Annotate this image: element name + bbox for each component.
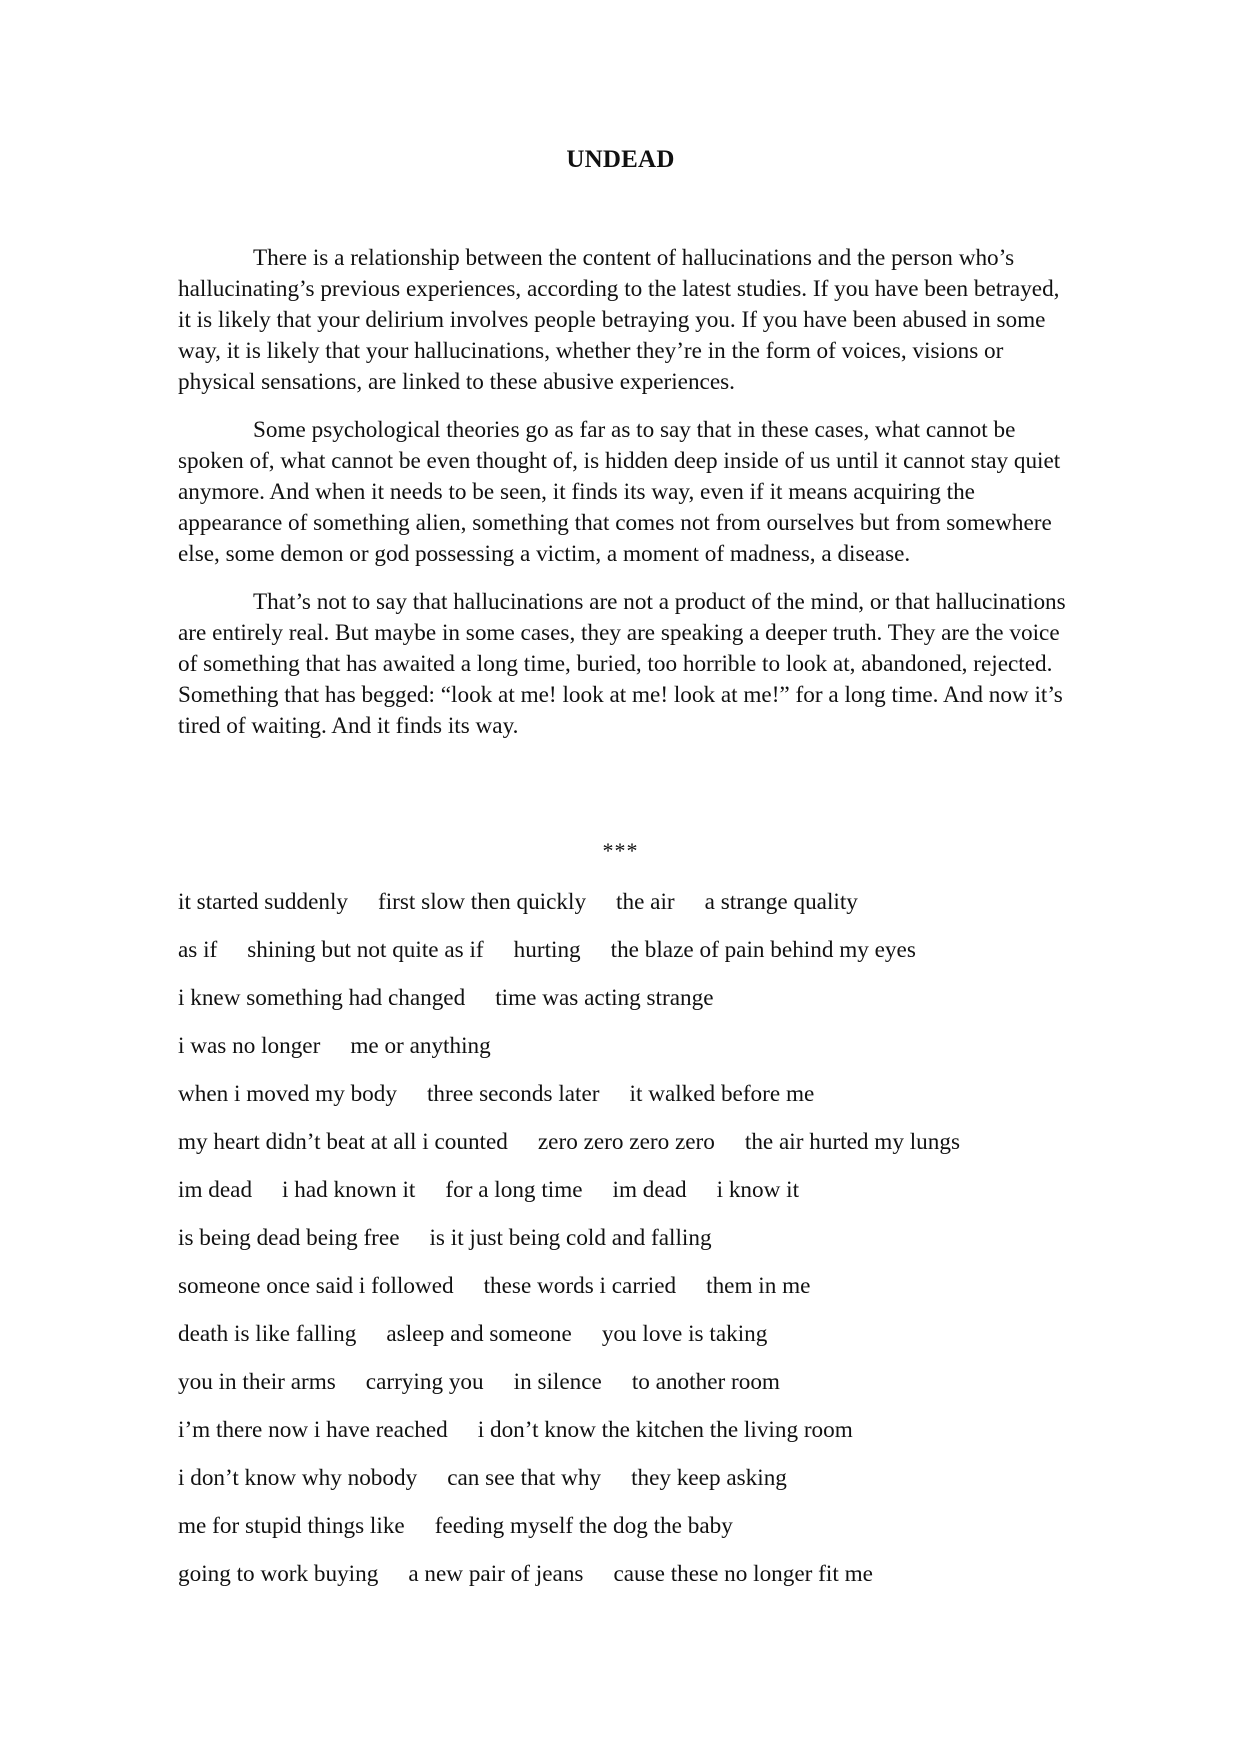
poem-fragment: carrying you [365,1369,484,1395]
poem-line [178,1270,1098,1318]
poem-fragment: the air hurted my lungs [744,1129,960,1155]
poem-line [178,934,1098,982]
poem-line [178,1126,1098,1174]
poem-fragment: me for stupid things like [178,1513,405,1539]
poem-fragment: death is like falling [178,1321,357,1347]
poem-fragment: i don’t know the kitchen the living room [477,1417,853,1443]
paragraph-3: That’s not to say that hallucinations are not a product of the mind, or that hallucinations are entirely real. But maybe in some cases, they are speaking a deeper truth. They are the voice of something that has awaited a long time, buried, too horrible to look at, abandoned, rejected. Something that has begged: “look at me! look at me! look at me!” for a long time. And now it’s tired of waiting. And it finds its way. [178,589,1066,739]
poem-fragment: my heart didn’t beat at all i counted [178,1129,508,1155]
poem-fragment: i knew something had changed [178,985,466,1011]
poem-line [178,1462,1098,1510]
poem-fragment: these words i carried [483,1273,677,1299]
page-title: UNDEAD [566,146,675,173]
poem-fragment: zero zero zero zero [537,1129,715,1155]
poem-line [178,1078,1098,1126]
poem-line [178,1222,1098,1270]
poem-line [178,1318,1098,1366]
poem-fragment: is it just being cold and falling [429,1225,712,1251]
poem-fragment: time was acting strange [495,985,714,1011]
poem-line [178,1030,1098,1078]
paragraph-1: There is a relationship between the content of hallucinations and the person who’s hallucinating’s previous experiences, according to the latest studies. If you have been betrayed, it is likely that your delirium involves people betraying you. If you have been abused in some way, it is likely that your hallucinations, whether they’re in the form of voices, visions or physical sensations, are linked to these abusive experiences. [178,245,1060,395]
poem-fragment: i know it [716,1177,800,1203]
poem-fragment: im dead [178,1177,253,1203]
poem-fragment: a new pair of jeans [408,1561,584,1587]
poem-fragment: a strange quality [704,889,858,915]
paragraph-2: Some psychological theories go as far as to say that in these cases, what cannot be spoken of, what cannot be even thought of, is hidden deep inside of us until it cannot stay quiet anymore. And when it needs to be seen, it finds its way, even if it means acquiring the appearance of something alien, something that comes not from ourselves but from somewhere else, some demon or god possessing a victim, a moment of madness, a disease. [178,417,1061,567]
poem-fragment: someone once said i followed [178,1273,454,1299]
section-separator: *** [602,838,639,863]
poem-fragment: im dead [612,1177,687,1203]
poem-fragment: i’m there now i have reached [178,1417,448,1443]
poem-fragment: it started suddenly [178,889,349,915]
poem-line [178,1414,1098,1462]
poem-fragment: you in their arms [178,1369,336,1395]
prose-section [178,243,1071,759]
poem-fragment: as if [178,937,218,963]
poem-fragment: cause these no longer fit me [613,1561,873,1587]
poem-line [178,1174,1098,1222]
poem-fragment: me or anything [350,1033,491,1059]
poem-line [178,886,1098,934]
poem-fragment: hurting [513,937,581,963]
poem-line [178,1366,1098,1414]
poem-fragment: i don’t know why nobody [178,1465,418,1491]
poem-fragment: for a long time [445,1177,583,1203]
poem-fragment: it walked before me [629,1081,815,1107]
poem-fragment: shining but not quite as if [247,937,484,963]
poem-fragment: asleep and someone [386,1321,572,1347]
poem-line [178,1558,1098,1606]
poem-fragment: three seconds later [426,1081,600,1107]
poem-line [178,982,1098,1030]
poem-fragment: going to work buying [178,1561,379,1587]
poem-fragment: in silence [513,1369,602,1395]
poem-fragment: them in me [706,1273,811,1299]
poem-fragment: the air [616,889,675,915]
poem-fragment: the blaze of pain behind my eyes [610,937,916,963]
poem-fragment: they keep asking [631,1465,787,1491]
poem-fragment: you love is taking [601,1321,768,1347]
poem-fragment: when i moved my body [178,1081,397,1107]
poem-fragment: first slow then quickly [378,889,587,915]
poem-fragment: to another room [631,1369,780,1395]
poem-section [178,886,1098,1606]
poem-fragment: i was no longer [178,1033,321,1059]
poem-fragment: can see that why [447,1465,602,1491]
poem-fragment: i had known it [282,1177,416,1203]
poem-fragment: is being dead being free [178,1225,400,1251]
poem-line [178,1510,1098,1558]
poem-fragment: feeding myself the dog the baby [434,1513,733,1539]
